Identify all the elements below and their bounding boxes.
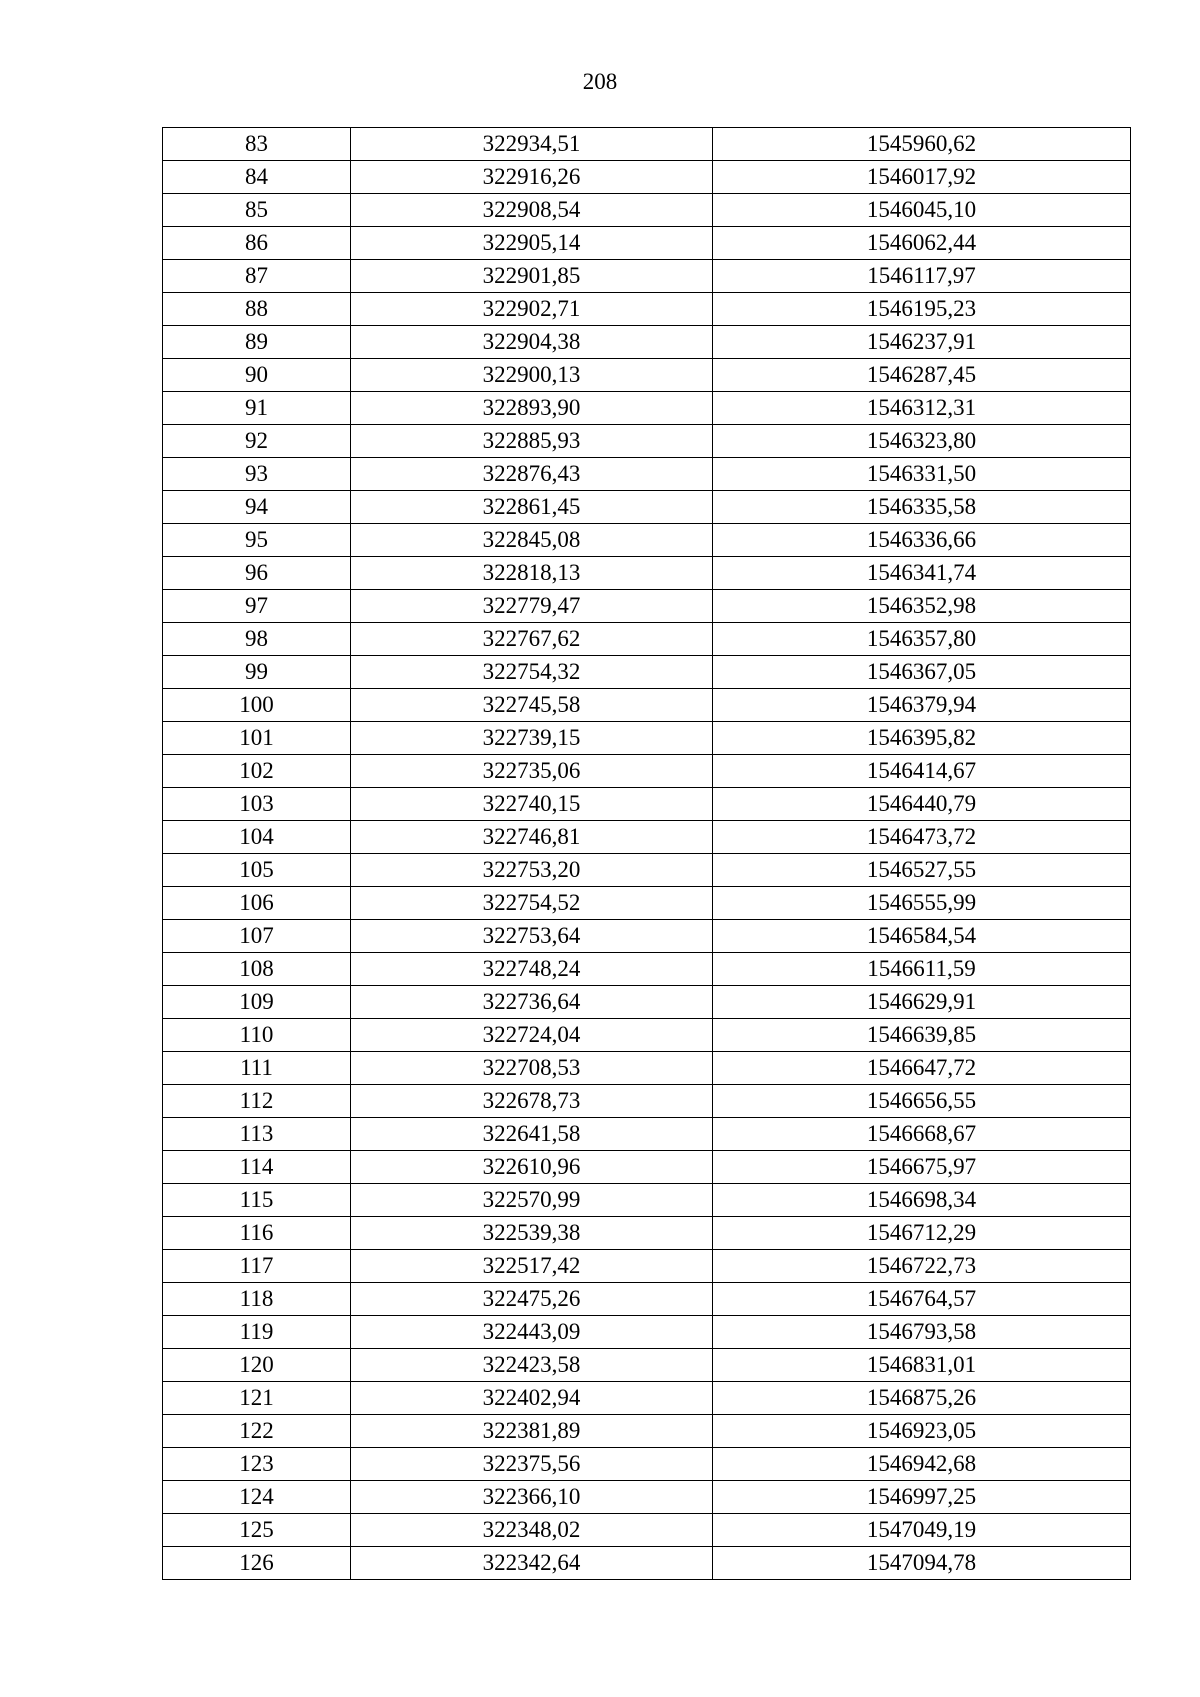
- y-coordinate-cell: 1547049,19: [713, 1514, 1131, 1547]
- point-number-cell: 87: [163, 260, 351, 293]
- table-row: [163, 293, 1131, 326]
- table-row: [163, 458, 1131, 491]
- table-row: [163, 491, 1131, 524]
- point-number-cell: 112: [163, 1085, 351, 1118]
- y-coordinate-cell: 1546629,91: [713, 986, 1131, 1019]
- table-row: [163, 854, 1131, 887]
- y-coordinate-cell: 1546367,05: [713, 656, 1131, 689]
- x-coordinate-cell: 322745,58: [351, 689, 713, 722]
- point-number-cell: 111: [163, 1052, 351, 1085]
- x-coordinate-cell: 322366,10: [351, 1481, 713, 1514]
- point-number-cell: 98: [163, 623, 351, 656]
- point-number-cell: 97: [163, 590, 351, 623]
- x-coordinate-cell: 322876,43: [351, 458, 713, 491]
- table-row: [163, 128, 1131, 161]
- x-coordinate-cell: 322348,02: [351, 1514, 713, 1547]
- table-row: [163, 590, 1131, 623]
- point-number-cell: 91: [163, 392, 351, 425]
- y-coordinate-cell: 1546323,80: [713, 425, 1131, 458]
- table-row: [163, 1019, 1131, 1052]
- y-coordinate-cell: 1546875,26: [713, 1382, 1131, 1415]
- table-row: [163, 821, 1131, 854]
- table-row: [163, 623, 1131, 656]
- y-coordinate-cell: 1546357,80: [713, 623, 1131, 656]
- x-coordinate-cell: 322539,38: [351, 1217, 713, 1250]
- x-coordinate-cell: 322402,94: [351, 1382, 713, 1415]
- point-number-cell: 114: [163, 1151, 351, 1184]
- table-row: [163, 986, 1131, 1019]
- table-row: [163, 953, 1131, 986]
- table-row: [163, 1547, 1131, 1580]
- y-coordinate-cell: 1546336,66: [713, 524, 1131, 557]
- point-number-cell: 85: [163, 194, 351, 227]
- table-row: [163, 1217, 1131, 1250]
- table-row: [163, 1481, 1131, 1514]
- point-number-cell: 99: [163, 656, 351, 689]
- table-row: [163, 161, 1131, 194]
- table-row: [163, 1052, 1131, 1085]
- y-coordinate-cell: 1546017,92: [713, 161, 1131, 194]
- y-coordinate-cell: 1546942,68: [713, 1448, 1131, 1481]
- y-coordinate-cell: 1546639,85: [713, 1019, 1131, 1052]
- y-coordinate-cell: 1545960,62: [713, 128, 1131, 161]
- y-coordinate-cell: 1546237,91: [713, 326, 1131, 359]
- point-number-cell: 120: [163, 1349, 351, 1382]
- point-number-cell: 93: [163, 458, 351, 491]
- y-coordinate-cell: 1546117,97: [713, 260, 1131, 293]
- y-coordinate-cell: 1546527,55: [713, 854, 1131, 887]
- x-coordinate-cell: 322900,13: [351, 359, 713, 392]
- point-number-cell: 92: [163, 425, 351, 458]
- table-row: [163, 326, 1131, 359]
- point-number-cell: 116: [163, 1217, 351, 1250]
- x-coordinate-cell: 322724,04: [351, 1019, 713, 1052]
- x-coordinate-cell: 322753,20: [351, 854, 713, 887]
- x-coordinate-cell: 322739,15: [351, 722, 713, 755]
- y-coordinate-cell: 1546414,67: [713, 755, 1131, 788]
- table-row: [163, 1250, 1131, 1283]
- y-coordinate-cell: 1546312,31: [713, 392, 1131, 425]
- x-coordinate-cell: 322916,26: [351, 161, 713, 194]
- table-row: [163, 1415, 1131, 1448]
- point-number-cell: 115: [163, 1184, 351, 1217]
- x-coordinate-cell: 322475,26: [351, 1283, 713, 1316]
- point-number-cell: 94: [163, 491, 351, 524]
- y-coordinate-cell: 1546675,97: [713, 1151, 1131, 1184]
- y-coordinate-cell: 1546668,67: [713, 1118, 1131, 1151]
- point-number-cell: 118: [163, 1283, 351, 1316]
- table-row: [163, 1151, 1131, 1184]
- x-coordinate-cell: 322767,62: [351, 623, 713, 656]
- table-row: [163, 194, 1131, 227]
- y-coordinate-cell: 1546341,74: [713, 557, 1131, 590]
- point-number-cell: 123: [163, 1448, 351, 1481]
- y-coordinate-cell: 1546831,01: [713, 1349, 1131, 1382]
- x-coordinate-cell: 322423,58: [351, 1349, 713, 1382]
- x-coordinate-cell: 322517,42: [351, 1250, 713, 1283]
- table-row: [163, 557, 1131, 590]
- y-coordinate-cell: 1546698,34: [713, 1184, 1131, 1217]
- table-row: [163, 392, 1131, 425]
- point-number-cell: 107: [163, 920, 351, 953]
- point-number-cell: 84: [163, 161, 351, 194]
- y-coordinate-cell: 1546923,05: [713, 1415, 1131, 1448]
- x-coordinate-cell: 322735,06: [351, 755, 713, 788]
- x-coordinate-cell: 322610,96: [351, 1151, 713, 1184]
- x-coordinate-cell: 322885,93: [351, 425, 713, 458]
- x-coordinate-cell: 322753,64: [351, 920, 713, 953]
- table-row: [163, 722, 1131, 755]
- x-coordinate-cell: 322845,08: [351, 524, 713, 557]
- x-coordinate-cell: 322861,45: [351, 491, 713, 524]
- x-coordinate-cell: 322902,71: [351, 293, 713, 326]
- y-coordinate-cell: 1546997,25: [713, 1481, 1131, 1514]
- point-number-cell: 100: [163, 689, 351, 722]
- table-row: [163, 1382, 1131, 1415]
- x-coordinate-cell: 322748,24: [351, 953, 713, 986]
- point-number-cell: 106: [163, 887, 351, 920]
- point-number-cell: 108: [163, 953, 351, 986]
- y-coordinate-cell: 1547094,78: [713, 1547, 1131, 1580]
- x-coordinate-cell: 322740,15: [351, 788, 713, 821]
- point-number-cell: 119: [163, 1316, 351, 1349]
- y-coordinate-cell: 1546062,44: [713, 227, 1131, 260]
- y-coordinate-cell: 1546584,54: [713, 920, 1131, 953]
- table-row: [163, 1349, 1131, 1382]
- x-coordinate-cell: 322908,54: [351, 194, 713, 227]
- point-number-cell: 121: [163, 1382, 351, 1415]
- y-coordinate-cell: 1546440,79: [713, 788, 1131, 821]
- x-coordinate-cell: 322746,81: [351, 821, 713, 854]
- x-coordinate-cell: 322901,85: [351, 260, 713, 293]
- point-number-cell: 102: [163, 755, 351, 788]
- table-row: [163, 260, 1131, 293]
- point-number-cell: 89: [163, 326, 351, 359]
- y-coordinate-cell: 1546195,23: [713, 293, 1131, 326]
- y-coordinate-cell: 1546352,98: [713, 590, 1131, 623]
- table-row: [163, 1184, 1131, 1217]
- y-coordinate-cell: 1546647,72: [713, 1052, 1131, 1085]
- table-row: [163, 1316, 1131, 1349]
- x-coordinate-cell: 322736,64: [351, 986, 713, 1019]
- table-row: [163, 359, 1131, 392]
- table-row: [163, 524, 1131, 557]
- coordinates-table: [162, 127, 1131, 1580]
- table-row: [163, 755, 1131, 788]
- y-coordinate-cell: 1546656,55: [713, 1085, 1131, 1118]
- y-coordinate-cell: 1546287,45: [713, 359, 1131, 392]
- table-row: [163, 689, 1131, 722]
- x-coordinate-cell: 322754,52: [351, 887, 713, 920]
- point-number-cell: 96: [163, 557, 351, 590]
- table-row: [163, 1283, 1131, 1316]
- point-number-cell: 124: [163, 1481, 351, 1514]
- y-coordinate-cell: 1546712,29: [713, 1217, 1131, 1250]
- point-number-cell: 95: [163, 524, 351, 557]
- x-coordinate-cell: 322381,89: [351, 1415, 713, 1448]
- y-coordinate-cell: 1546764,57: [713, 1283, 1131, 1316]
- x-coordinate-cell: 322342,64: [351, 1547, 713, 1580]
- x-coordinate-cell: 322893,90: [351, 392, 713, 425]
- y-coordinate-cell: 1546555,99: [713, 887, 1131, 920]
- point-number-cell: 122: [163, 1415, 351, 1448]
- table-row: [163, 1085, 1131, 1118]
- x-coordinate-cell: 322754,32: [351, 656, 713, 689]
- y-coordinate-cell: 1546335,58: [713, 491, 1131, 524]
- y-coordinate-cell: 1546331,50: [713, 458, 1131, 491]
- x-coordinate-cell: 322905,14: [351, 227, 713, 260]
- y-coordinate-cell: 1546611,59: [713, 953, 1131, 986]
- point-number-cell: 86: [163, 227, 351, 260]
- y-coordinate-cell: 1546395,82: [713, 722, 1131, 755]
- point-number-cell: 125: [163, 1514, 351, 1547]
- point-number-cell: 101: [163, 722, 351, 755]
- table-row: [163, 887, 1131, 920]
- table-row: [163, 1514, 1131, 1547]
- point-number-cell: 105: [163, 854, 351, 887]
- point-number-cell: 103: [163, 788, 351, 821]
- table-row: [163, 227, 1131, 260]
- x-coordinate-cell: 322934,51: [351, 128, 713, 161]
- x-coordinate-cell: 322818,13: [351, 557, 713, 590]
- table-row: [163, 656, 1131, 689]
- point-number-cell: 90: [163, 359, 351, 392]
- table-row: [163, 1118, 1131, 1151]
- x-coordinate-cell: 322678,73: [351, 1085, 713, 1118]
- x-coordinate-cell: 322904,38: [351, 326, 713, 359]
- table-row: [163, 425, 1131, 458]
- x-coordinate-cell: 322708,53: [351, 1052, 713, 1085]
- page-number: 208: [582, 69, 618, 94]
- x-coordinate-cell: 322779,47: [351, 590, 713, 623]
- x-coordinate-cell: 322570,99: [351, 1184, 713, 1217]
- x-coordinate-cell: 322443,09: [351, 1316, 713, 1349]
- y-coordinate-cell: 1546473,72: [713, 821, 1131, 854]
- table-row: [163, 1448, 1131, 1481]
- point-number-cell: 104: [163, 821, 351, 854]
- point-number-cell: 126: [163, 1547, 351, 1580]
- y-coordinate-cell: 1546379,94: [713, 689, 1131, 722]
- table-row: [163, 920, 1131, 953]
- coordinates-table-body: [163, 128, 1131, 1580]
- x-coordinate-cell: 322375,56: [351, 1448, 713, 1481]
- x-coordinate-cell: 322641,58: [351, 1118, 713, 1151]
- table-row: [163, 788, 1131, 821]
- point-number-cell: 110: [163, 1019, 351, 1052]
- point-number-cell: 109: [163, 986, 351, 1019]
- point-number-cell: 83: [163, 128, 351, 161]
- point-number-cell: 88: [163, 293, 351, 326]
- y-coordinate-cell: 1546793,58: [713, 1316, 1131, 1349]
- y-coordinate-cell: 1546045,10: [713, 194, 1131, 227]
- point-number-cell: 113: [163, 1118, 351, 1151]
- y-coordinate-cell: 1546722,73: [713, 1250, 1131, 1283]
- point-number-cell: 117: [163, 1250, 351, 1283]
